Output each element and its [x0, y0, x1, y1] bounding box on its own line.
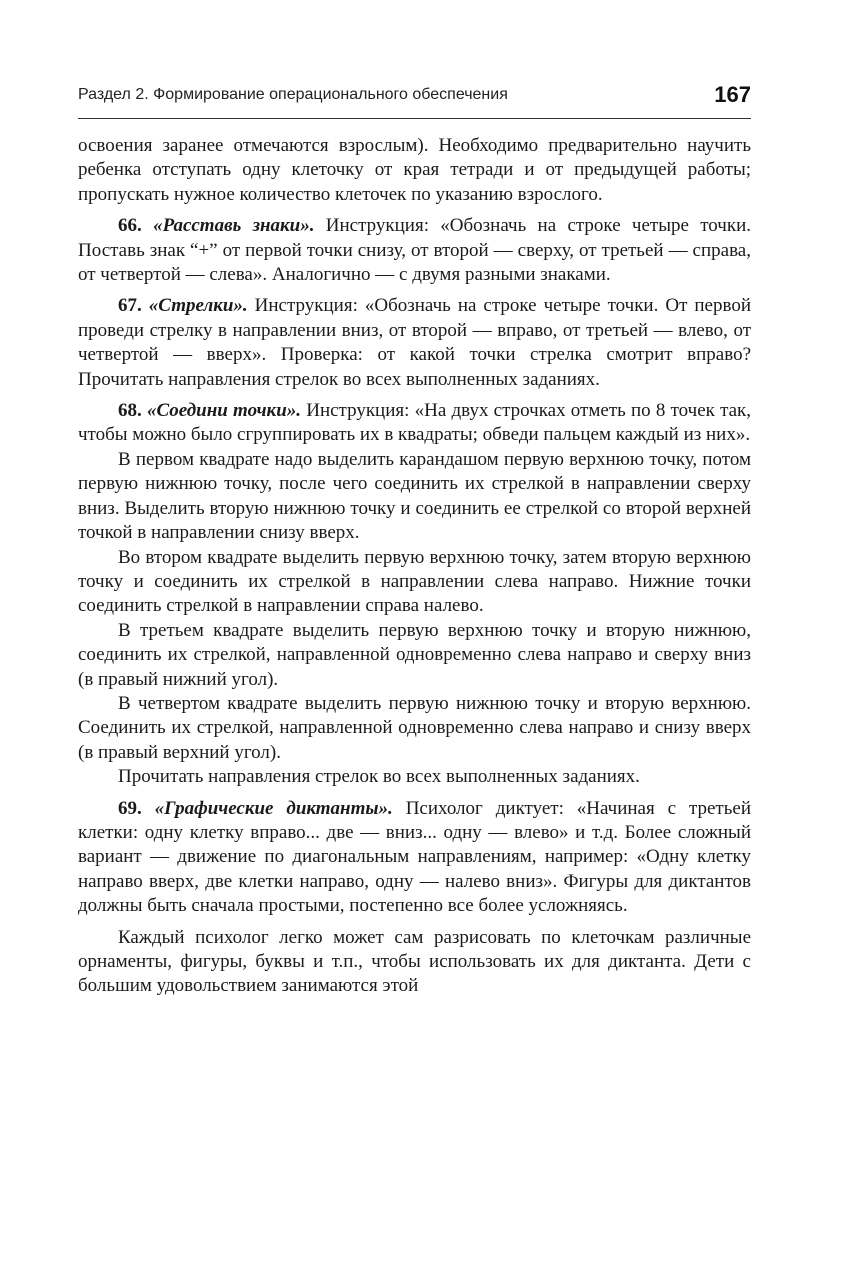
exercise-68	[78, 399, 751, 448]
page-number: 167	[714, 82, 751, 107]
page-body	[78, 134, 751, 999]
exercise-number: 69.	[118, 797, 142, 819]
paragraph-continuation	[78, 134, 751, 207]
exercise-title: «Стрелки».	[148, 295, 248, 317]
exercise-text: Инструкция: «Обозначь на строке четыре точки. Поставь знак “+” от первой точки снизу, от второй — сверху, от третьей — справа, от четвертой — слева». Аналогично — с двумя разными знаками.	[78, 215, 751, 286]
exercise-title: «Расставь знаки».	[153, 215, 315, 237]
paragraph-square-4	[78, 692, 751, 765]
paragraph-read-directions	[78, 765, 751, 789]
running-header	[78, 82, 751, 119]
paragraph-text: В третьем квадрате выделить первую верхнюю точку и вторую нижнюю, соединить их стрелкой, направленной одновременно слева направо и сверху вниз (в правый нижний угол).	[78, 619, 751, 690]
paragraph-text: В четвертом квадрате выделить первую нижнюю точку и вторую верхнюю. Соединить их стрелкой, направленной одновременно слева направо и снизу вверх (в правый верхний угол).	[78, 692, 751, 763]
exercise-69	[78, 797, 751, 919]
exercise-number: 67.	[118, 295, 142, 317]
paragraph-text: Прочитать направления стрелок во всех выполненных заданиях.	[118, 766, 640, 788]
exercise-title: «Графические диктанты».	[154, 797, 393, 819]
exercise-text: Психолог диктует: «Начиная с третьей клетки: одну клетку вправо... две — вниз... одну — влево» и т.д. Более сложный вариант — движение по диагональным направлениям, например: «Одну клетку направо вверх, две клетки направо, одну — налево вниз». Фигуры для диктантов должны быть сначала простыми, постепенно все более усложняясь.	[78, 797, 752, 917]
exercise-number: 66.	[118, 215, 142, 237]
exercise-text: Инструкция: «На двух строчках отметь по 8 точек так, чтобы можно было сгруппировать их в квадраты; обведи пальцем каждый из них».	[78, 400, 752, 446]
exercise-text: Инструкция: «Обозначь на строке четыре точки. От первой проведи стрелку в направлении вниз, от второй — вправо, от третьей — влево, от четвертой — вверх». Проверка: от какой точки стрелка смотрит вправо? Прочитать направления стрелок во всех выполненных заданиях.	[78, 295, 751, 390]
paragraph-square-2	[78, 546, 751, 619]
paragraph-text: В первом квадрате надо выделить карандашом первую верхнюю точку, потом первую нижнюю точку, после чего соединить их стрелкой в направлении сверху вниз. Выделить вторую нижнюю точку и соединить ее стрелкой со второй верхней точкой в направлении снизу вверх.	[78, 448, 751, 544]
exercise-67	[78, 294, 751, 392]
paragraph-text: освоения заранее отмечаются взрослым). Необходимо предварительно научить ребенка отступать одну клеточку от края тетради и от предыдущей работы; пропускать нужное количество клеточек по указанию взрослого.	[78, 135, 751, 205]
exercise-number: 68.	[118, 400, 142, 422]
running-title: Раздел 2. Формирование операционального обеспечения	[78, 86, 508, 103]
paragraph-square-1	[78, 448, 751, 546]
paragraph-ornaments	[78, 926, 751, 999]
paragraph-text: Во втором квадрате выделить первую верхнюю точку, затем вторую верхнюю точку и соединить их стрелкой в направлении слева направо. Нижние точки соединить стрелкой в направлении справа налево.	[78, 546, 751, 617]
exercise-title: «Соедини точки».	[146, 400, 302, 422]
paragraph-text: Каждый психолог легко может сам разрисовать по клеточкам различные орнаменты, фигуры, буквы и т.п., чтобы использовать их для диктанта. Дети с большим удовольствием занимаются этой	[78, 926, 751, 997]
paragraph-square-3	[78, 619, 751, 692]
exercise-66	[78, 214, 751, 287]
